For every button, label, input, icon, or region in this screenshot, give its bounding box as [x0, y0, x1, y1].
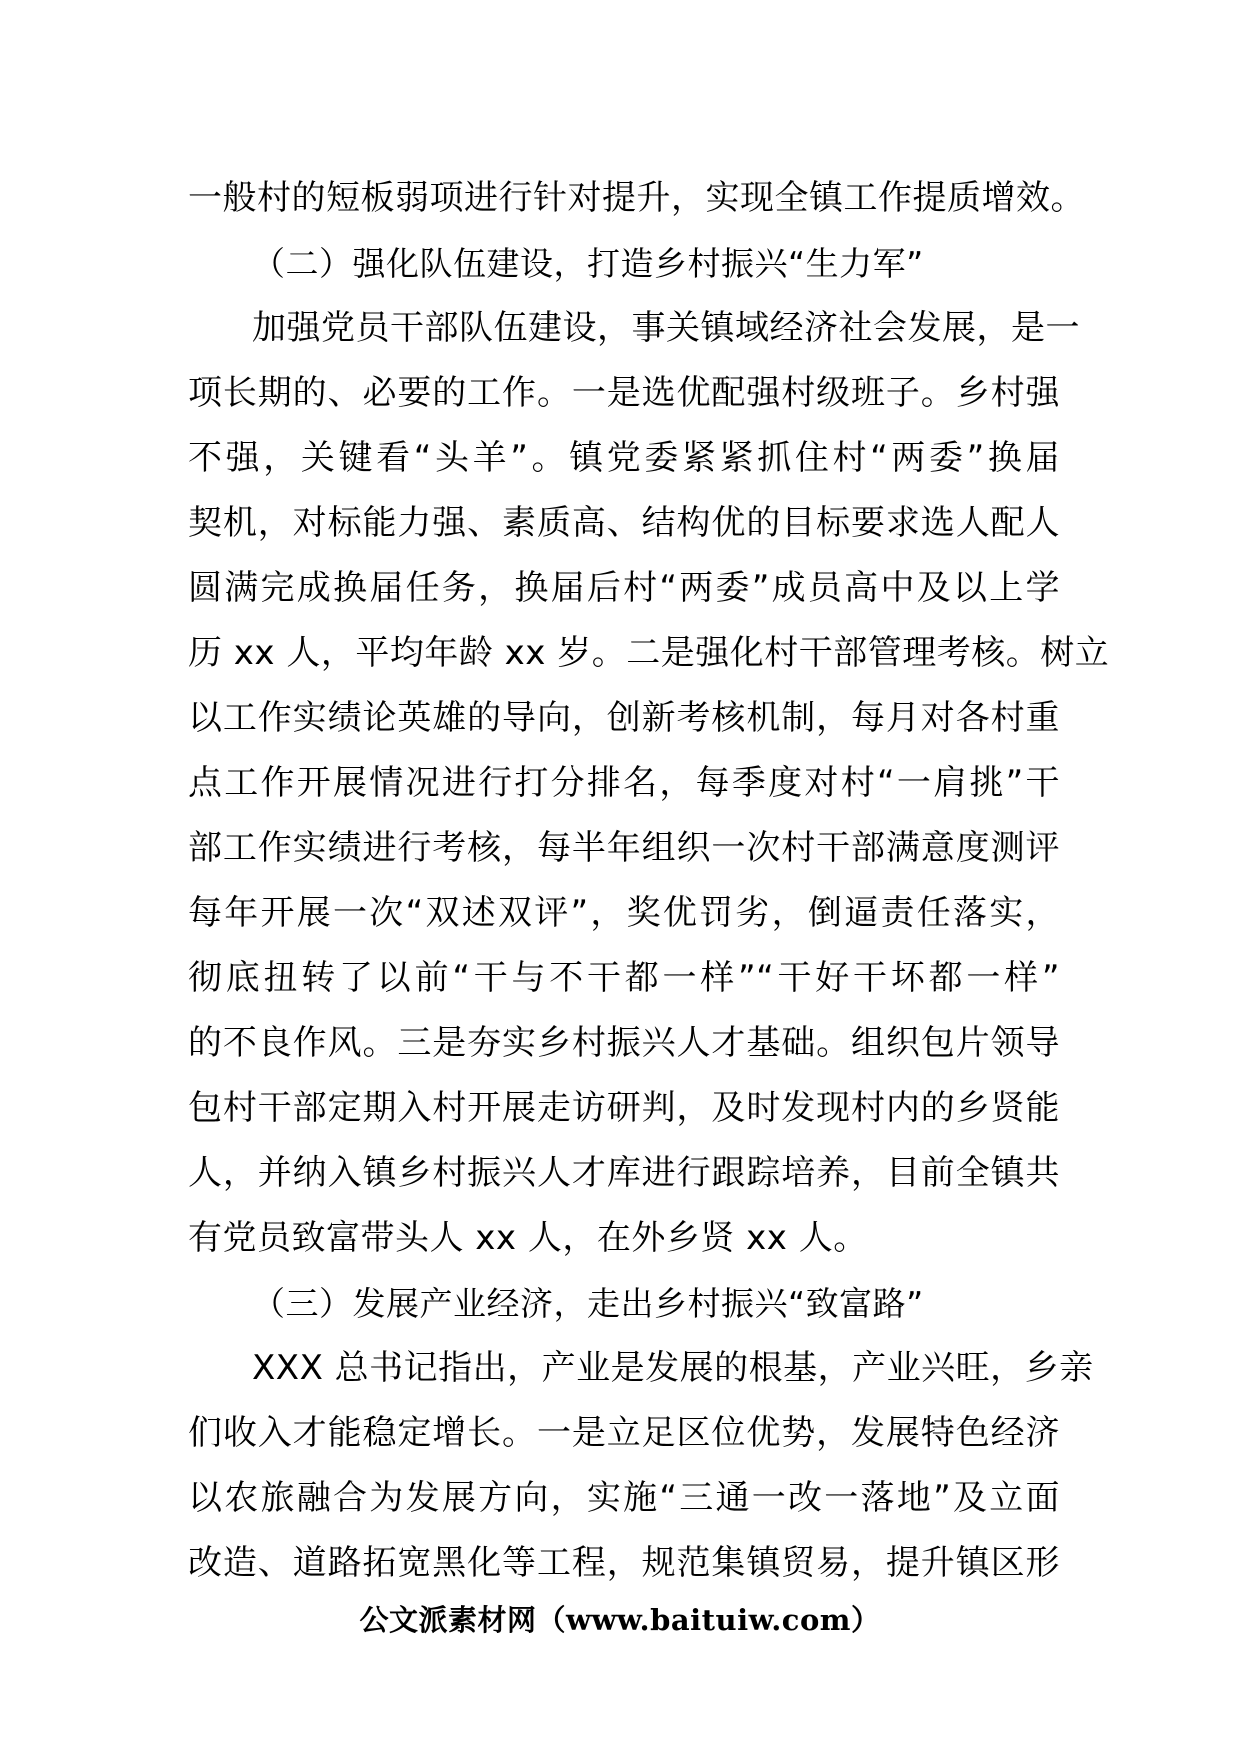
paragraph-line: 加强党员干部队伍建设，事关镇域经济社会发展，是一: [252, 308, 1080, 348]
paragraph-line: 点工作开展情况进行打分排名，每季度对村“一肩挑”干: [188, 763, 1060, 803]
paragraph-line: 不强，关键看“头羊”。镇党委紧紧抓住村“两委”换届: [188, 438, 1060, 478]
paragraph-line: 以农旅融合为发展方向，实施“三通一改一落地”及立面: [188, 1478, 1060, 1518]
paragraph-line: 改造、道路拓宽黑化等工程，规范集镇贸易，提升镇区形: [188, 1543, 1060, 1583]
paragraph-line: 历 xx 人，平均年龄 xx 岁。二是强化村干部管理考核。树立: [188, 633, 1110, 673]
paragraph-line: 项长期的、必要的工作。一是选优配强村级班子。乡村强: [188, 373, 1060, 413]
paragraph-line: 一般村的短板弱项进行针对提升，实现全镇工作提质增效。: [188, 178, 1085, 218]
paragraph-line: 彻底扭转了以前“干与不干都一样”“干好干坏都一样”: [188, 958, 1060, 998]
paragraph-line: 包村干部定期入村开展走访研判，及时发现村内的乡贤能: [188, 1088, 1060, 1128]
paragraph-line: 的不良作风。三是夯实乡村振兴人才基础。组织包片领导: [188, 1023, 1060, 1063]
section-heading: （三）发展产业经济，走出乡村振兴“致富路”: [252, 1284, 924, 1323]
paragraph-line: 们收入才能稳定增长。一是立足区位优势，发展特色经济: [188, 1413, 1060, 1453]
section-heading: （二）强化队伍建设，打造乡村振兴“生力军”: [252, 244, 924, 283]
paragraph-line: XXX 总书记指出，产业是发展的根基，产业兴旺，乡亲: [252, 1348, 1094, 1388]
paragraph-line: 圆满完成换届任务，换届后村“两委”成员高中及以上学: [188, 568, 1060, 608]
paragraph-line: 契机，对标能力强、素质高、结构优的目标要求选人配人: [188, 503, 1060, 543]
paragraph-line: 部工作实绩进行考核，每半年组织一次村干部满意度测评: [188, 828, 1060, 868]
paragraph-line: 人，并纳入镇乡村振兴人才库进行跟踪培养，目前全镇共: [188, 1153, 1060, 1193]
document-body: [188, 166, 1110, 1596]
page-footer: 公文派素材网（www.baituiw.com）: [359, 1603, 881, 1637]
paragraph-line: 有党员致富带头人 xx 人，在外乡贤 xx 人。: [188, 1218, 868, 1258]
paragraph-line: 以工作实绩论英雄的导向，创新考核机制，每月对各村重: [188, 698, 1060, 738]
paragraph-line: 每年开展一次“双述双评”，奖优罚劣，倒逼责任落实，: [188, 893, 1060, 933]
